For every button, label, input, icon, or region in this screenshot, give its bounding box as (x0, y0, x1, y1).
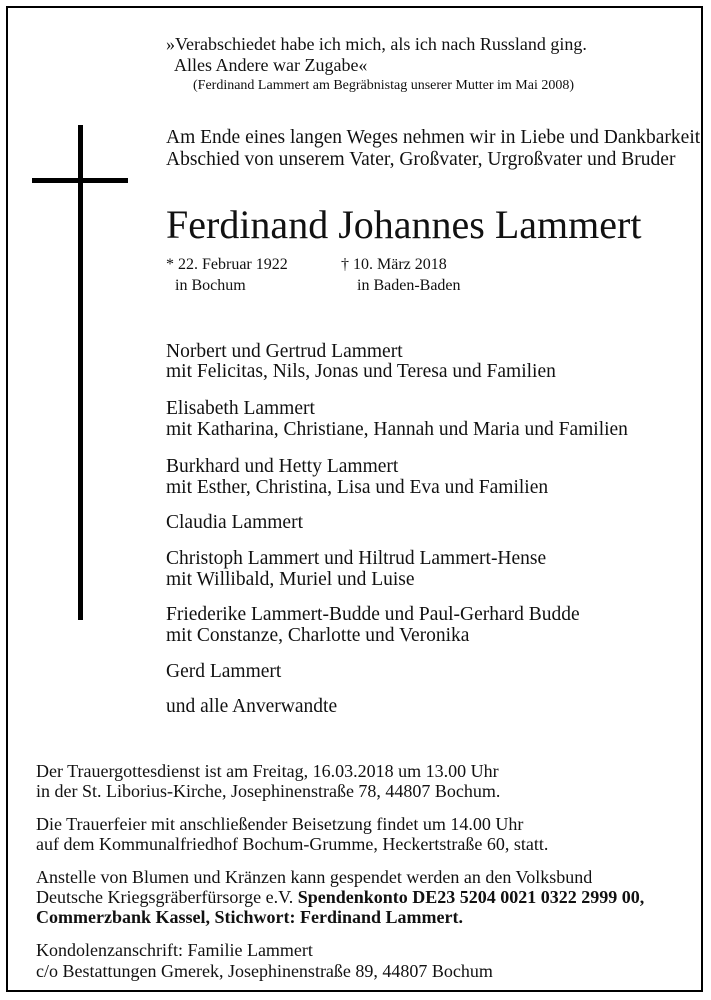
family-member-line: Gerd Lammert (166, 661, 282, 682)
family-member-line: Norbert und Gertrud Lammert (166, 341, 403, 362)
birth-date: * 22. Februar 1922 (166, 256, 288, 273)
deceased-name: Ferdinand Johannes Lammert (166, 202, 642, 247)
donation-bank: Commerzbank Kassel, Stichwort: Ferdinand Lammert. (36, 907, 463, 927)
quote-line-1: »Verabschiedet habe ich mich, als ich nach Russland ging. (166, 34, 587, 54)
donation-org: Deutsche Kriegsgräberfürsorge e.V. (36, 887, 298, 907)
family-member-line: Elisabeth Lammert (166, 398, 315, 419)
family-member-line: mit Esther, Christina, Lisa und Eva und Familien (166, 477, 549, 498)
intro-line-2: Abschied von unserem Vater, Großvater, Urgroßvater und Bruder (166, 149, 676, 170)
quote-line-2: Alles Andere war Zugabe« (174, 55, 368, 75)
birth-place: in Bochum (175, 277, 246, 294)
family-member-line: Friederike Lammert-Budde und Paul-Gerhard Budde (166, 604, 580, 625)
death-date: † 10. März 2018 (341, 256, 447, 273)
family-member-line: Claudia Lammert (166, 512, 303, 533)
quote-attribution: (Ferdinand Lammert am Begräbnistag unserer Mutter im Mai 2008) (193, 78, 575, 93)
family-member-line: mit Felicitas, Nils, Jonas und Teresa und Familien (166, 361, 556, 382)
burial-line-1: Die Trauerfeier mit anschließender Beisetzung findet um 14.00 Uhr (36, 814, 524, 834)
donation-line-1: Anstelle von Blumen und Kränzen kann gespendet werden an den Volksbund (36, 867, 593, 887)
condolence-line-2: c/o Bestattungen Gmerek, Josephinenstraße 89, 44807 Bochum (36, 961, 493, 981)
family-member-line: Burkhard und Hetty Lammert (166, 456, 399, 477)
donation-line-2 (36, 888, 644, 906)
death-place: in Baden-Baden (357, 277, 461, 294)
family-member-line: mit Constanze, Charlotte und Veronika (166, 625, 470, 646)
donation-account: Spendenkonto DE23 5204 0021 0322 2999 00, (297, 887, 645, 907)
family-member-line: mit Katharina, Christiane, Hannah und Maria und Familien (166, 419, 628, 440)
cross-icon (78, 125, 83, 620)
service-line-1: Der Trauergottesdienst ist am Freitag, 16.03.2018 um 13.00 Uhr (36, 761, 499, 781)
family-member-line: und alle Anverwandte (166, 696, 338, 717)
cross-icon-bar (32, 178, 128, 183)
condolence-line-1: Kondolenzanschrift: Familie Lammert (36, 940, 313, 960)
family-member-line: Christoph Lammert und Hiltrud Lammert-Hense (166, 548, 547, 569)
intro-line-1: Am Ende eines langen Weges nehmen wir in Liebe und Dankbarkeit (166, 127, 701, 148)
family-member-line: mit Willibald, Muriel und Luise (166, 569, 415, 590)
service-line-2: in der St. Liborius-Kirche, Josephinenstraße 78, 44807 Bochum. (36, 781, 501, 801)
burial-line-2: auf dem Kommunalfriedhof Bochum-Grumme, Heckertstraße 60, statt. (36, 834, 549, 854)
